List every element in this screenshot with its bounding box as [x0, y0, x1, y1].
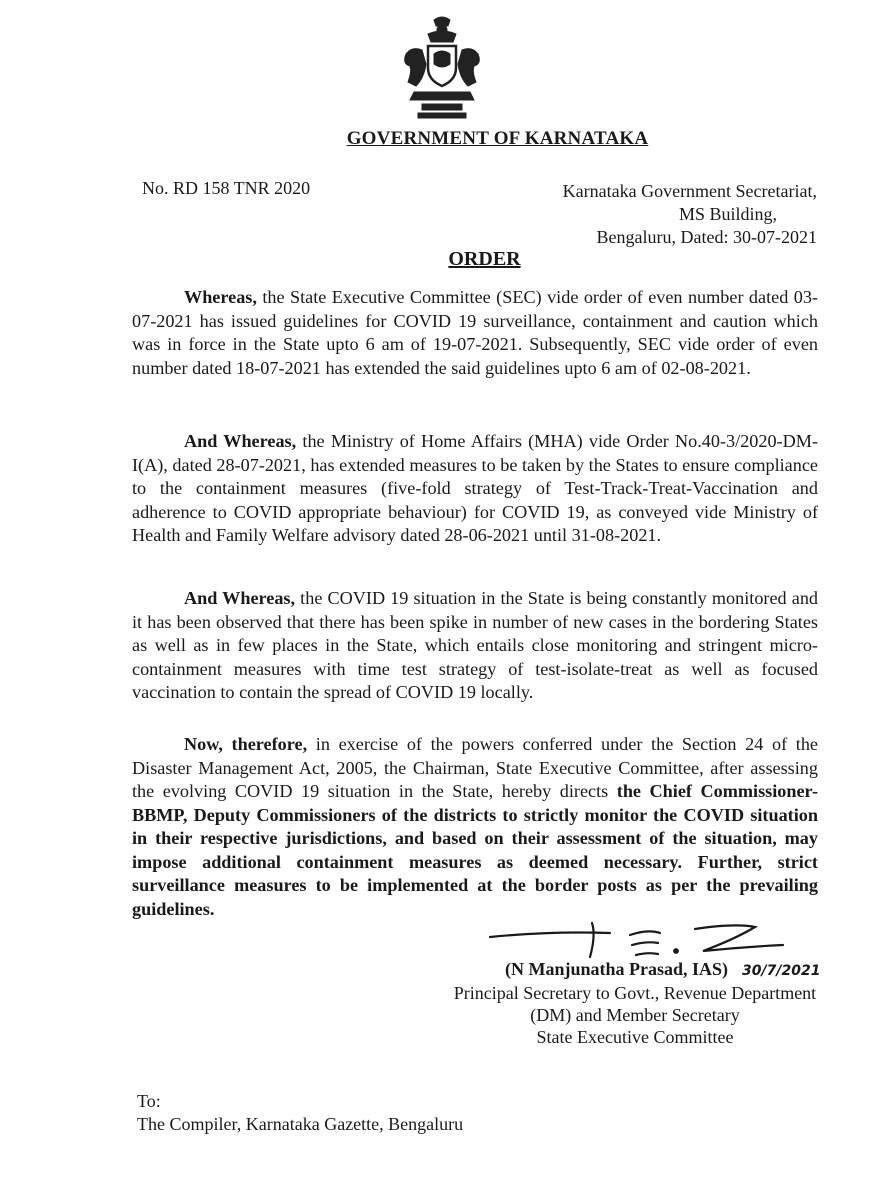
address-line-2: MS Building,: [678, 204, 777, 224]
paragraph-lead: Now, therefore,: [184, 734, 308, 754]
designation-line-3: State Executive Committee: [536, 1027, 734, 1047]
paragraph-and-whereas-mha: [132, 430, 818, 548]
paragraph-lead: And Whereas,: [184, 588, 296, 608]
to-recipient: The Compiler, Karnataka Gazette, Bengaluru: [137, 1114, 464, 1134]
paragraph-directive: the Chief Commissioner-BBMP, Deputy Commissioners of the districts to strictly monitor the COVID situation in their respective jurisdictions, and based on their assessment of the situation, may impose additional containment measures as deemed necessary. Further, strict surveillance measures to be implemented at the border posts as per the prevailing guidelines.: [132, 781, 819, 919]
designation-line-1: Principal Secretary to Govt., Revenue Department: [453, 983, 817, 1003]
signatory-block: [425, 958, 845, 1048]
order-number: No. RD 158 TNR 2020: [142, 178, 311, 198]
paragraph-text: in exercise of the powers conferred under the Section 24 of the Disaster Management Act, 2005, the Chairman, State Executive Committee, after assessing the evolving COVID 19 situation in the State, hereby directs: [132, 734, 818, 801]
paragraph-text: the COVID 19 situation in the State is being constantly monitored and it has been observed that there has been spike in number of new cases in the bordering States as well as in few places in the State, which entails close monitoring and stringent micro-containment measures with time test strategy of test-isolate-treat as well as focused vaccination to contain the spread of COVID 19 locally.: [132, 588, 819, 702]
office-address: [563, 180, 817, 249]
paragraph-now-therefore: [132, 733, 818, 921]
order-heading: [0, 248, 885, 271]
paragraph-and-whereas-situation: [132, 587, 818, 705]
paragraph-text: the State Executive Committee (SEC) vide order of even number dated 03-07-2021 has issued guidelines for COVID 19 surveillance, containment and caution which was in force in the State upto 6 am of 19-07-2021. Subsequently, SEC vide order of even number dated 18-07-2021 has extended the said guidelines upto 6 am of 02-08-2021.: [132, 287, 818, 378]
karnataka-emblem-icon: [392, 14, 492, 124]
paragraph-lead: And Whereas,: [184, 431, 297, 451]
signatory-name: (N Manjunatha Prasad, IAS): [505, 959, 729, 979]
recipient-block: [137, 1090, 463, 1136]
designation-line-2: (DM) and Member Secretary: [530, 1005, 740, 1025]
address-line-3: Bengaluru, Dated: 30-07-2021: [596, 227, 817, 247]
paragraph-whereas: [132, 286, 818, 380]
address-line-1: Karnataka Government Secretariat,: [562, 181, 817, 201]
government-title: [0, 128, 885, 150]
paragraph-text: the Ministry of Home Affairs (MHA) vide Order No.40-3/2020-DM-I(A), dated 28-07-2021, has extended measures to be taken by the States to ensure compliance to the containment measures (five-fold strategy of Test-Track-Treat-Vaccination and adherence to COVID appropriate behaviour) for COVID 19, as conveyed vide Ministry of Health and Family Welfare advisory dated 28-06-2021 until 31-08-2021.: [132, 431, 818, 545]
paragraph-lead: Whereas,: [184, 287, 257, 307]
government-title-text: GOVERNMENT OF KARNATAKA: [346, 128, 649, 149]
handwritten-date: 30/7/2021: [742, 963, 821, 979]
order-heading-text: ORDER: [448, 248, 521, 270]
to-label: To:: [137, 1091, 161, 1111]
signatory-name-line: [425, 958, 845, 982]
